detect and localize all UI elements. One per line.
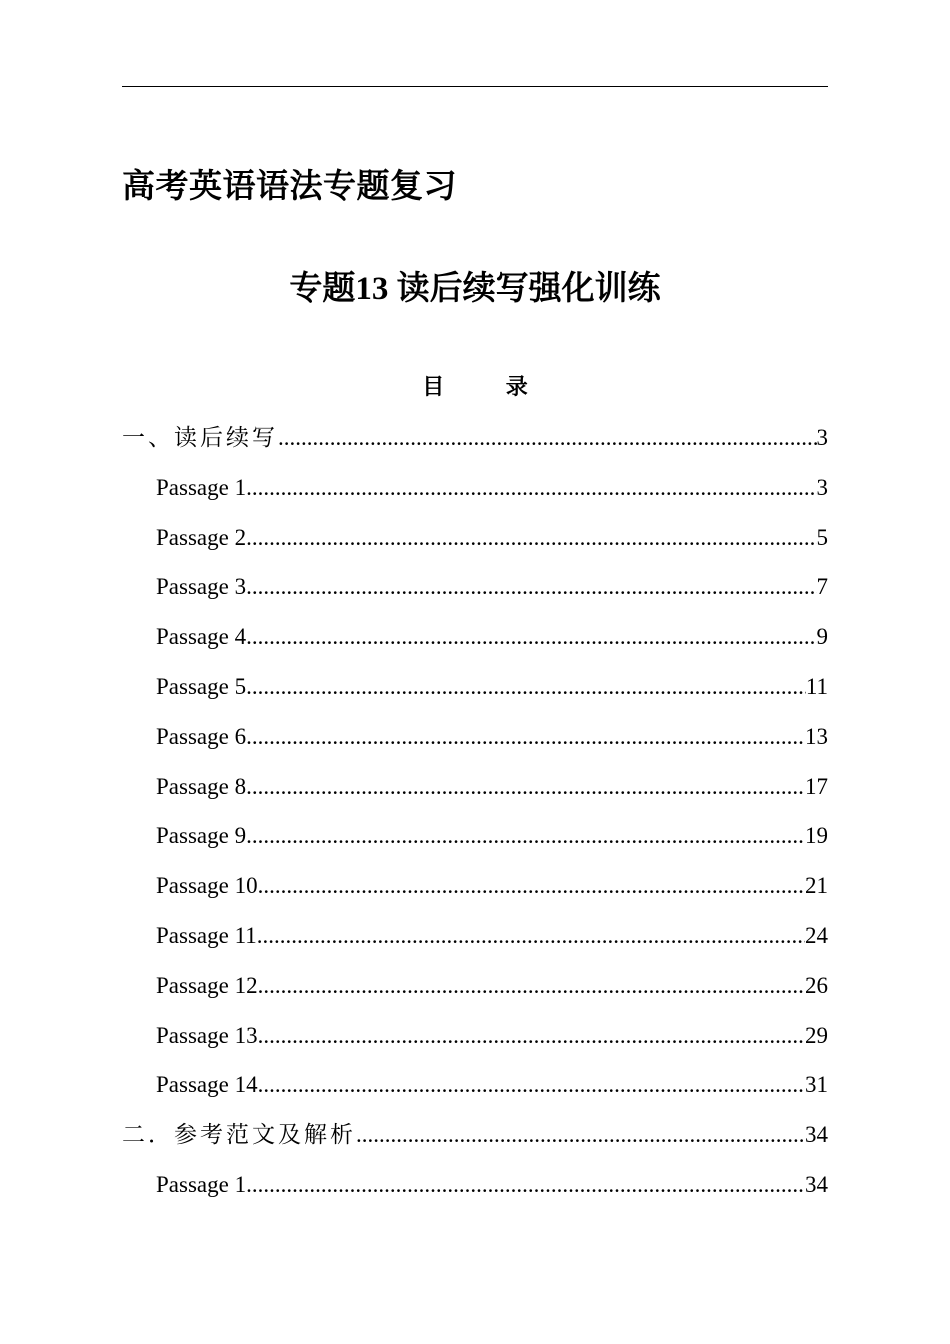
toc-entry-label: Passage 12 bbox=[156, 972, 258, 998]
toc-entry-label: Passage 1 bbox=[156, 474, 247, 500]
toc-title: 目 录 bbox=[422, 374, 556, 399]
toc-dot-leader bbox=[246, 513, 816, 563]
toc-dot-leader bbox=[246, 612, 816, 662]
toc-entry-page-number: 17 bbox=[805, 773, 828, 799]
header-rule bbox=[122, 86, 828, 87]
toc-entry-page-number: 31 bbox=[805, 1072, 828, 1098]
toc-dot-leader bbox=[278, 413, 817, 463]
toc-entry-label: Passage 2 bbox=[156, 524, 247, 550]
toc-dot-leader bbox=[356, 1110, 805, 1160]
toc-entry-label: Passage 10 bbox=[156, 873, 258, 899]
toc-entry-page-number: 11 bbox=[805, 673, 828, 699]
toc-entry-page-number: 21 bbox=[805, 873, 828, 899]
toc-passage-entry[interactable] bbox=[122, 861, 828, 911]
toc-entry-page-number: 9 bbox=[816, 624, 828, 650]
toc-section-entry[interactable] bbox=[122, 1110, 828, 1160]
toc-entry-label: Passage 3 bbox=[156, 574, 247, 600]
toc-passage-entry[interactable] bbox=[122, 612, 828, 662]
main-title: 高考英语语法专题复习 bbox=[122, 169, 457, 205]
toc-dot-leader bbox=[246, 762, 805, 812]
toc-entry-label: 一、读后续写 bbox=[122, 425, 278, 450]
toc-entry-page-number: 3 bbox=[816, 474, 828, 500]
toc-dot-leader bbox=[246, 463, 816, 513]
toc-entry-page-number: 5 bbox=[816, 524, 828, 550]
toc-passage-entry[interactable] bbox=[122, 911, 828, 961]
toc-entry-label: Passage 1 bbox=[156, 1171, 247, 1197]
toc-passage-entry[interactable] bbox=[122, 762, 828, 812]
toc-passage-entry[interactable] bbox=[122, 562, 828, 612]
toc-passage-entry[interactable] bbox=[122, 1011, 828, 1061]
toc-passage-entry[interactable] bbox=[122, 513, 828, 563]
toc-passage-entry[interactable] bbox=[122, 811, 828, 861]
toc-passage-entry[interactable] bbox=[122, 1060, 828, 1110]
toc-entry-label: Passage 14 bbox=[156, 1072, 258, 1098]
toc-dot-leader bbox=[246, 1160, 805, 1210]
toc-entry-page-number: 29 bbox=[805, 1022, 828, 1048]
toc-entry-page-number: 3 bbox=[816, 425, 828, 450]
toc-entry-page-number: 19 bbox=[805, 823, 828, 849]
toc-dot-leader bbox=[258, 1011, 805, 1061]
sub-title: 专题13 读后续写强化训练 bbox=[289, 271, 661, 307]
toc-entry-page-number: 24 bbox=[805, 922, 828, 948]
toc-dot-leader bbox=[258, 961, 805, 1011]
toc-dot-leader bbox=[258, 861, 805, 911]
toc-dot-leader bbox=[246, 562, 816, 612]
toc-passage-entry[interactable] bbox=[122, 463, 828, 513]
toc-dot-leader bbox=[258, 1060, 805, 1110]
toc-passage-entry[interactable] bbox=[122, 961, 828, 1011]
toc-dot-leader bbox=[246, 811, 805, 861]
toc-entry-label: Passage 8 bbox=[156, 773, 247, 799]
toc-entry-page-number: 13 bbox=[805, 723, 828, 749]
toc-passage-entry[interactable] bbox=[122, 712, 828, 762]
toc-entry-label: Passage 9 bbox=[156, 823, 247, 849]
toc-entry-page-number: 26 bbox=[805, 972, 828, 998]
toc-dot-leader bbox=[246, 662, 806, 712]
toc-section-entry[interactable] bbox=[122, 413, 828, 463]
toc-entry-label: Passage 4 bbox=[156, 624, 247, 650]
table-of-contents bbox=[122, 413, 828, 1210]
toc-entry-label: 二．参考范文及解析 bbox=[122, 1122, 356, 1148]
toc-entry-label: Passage 5 bbox=[156, 673, 247, 699]
toc-entry-label: Passage 13 bbox=[156, 1022, 258, 1048]
toc-entry-label: Passage 11 bbox=[156, 922, 257, 948]
toc-entry-label: Passage 6 bbox=[156, 723, 247, 749]
toc-dot-leader bbox=[257, 911, 805, 961]
toc-entry-page-number: 34 bbox=[805, 1171, 828, 1197]
toc-entry-page-number: 7 bbox=[816, 574, 828, 600]
toc-dot-leader bbox=[246, 712, 805, 762]
toc-entry-page-number: 34 bbox=[805, 1122, 828, 1148]
toc-passage-entry[interactable] bbox=[122, 1160, 828, 1210]
toc-passage-entry[interactable] bbox=[122, 662, 828, 712]
